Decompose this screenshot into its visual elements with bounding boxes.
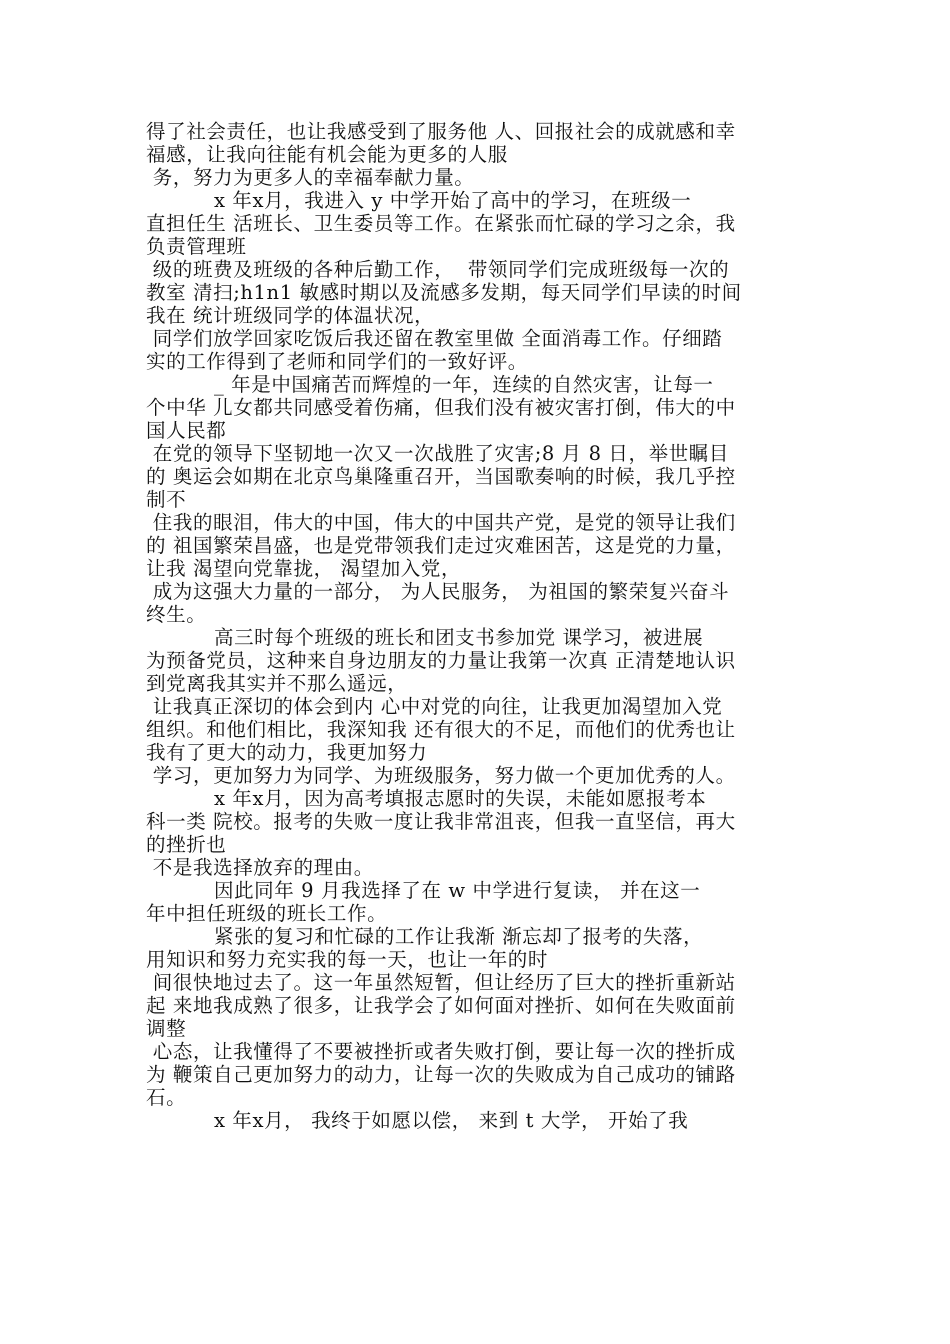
text-line: 我在 统计班级同学的体温状况，	[146, 304, 435, 327]
text-line: 制不	[146, 488, 187, 511]
text-line: 学习，更加努力为同学、为班级服务，努力做一个更加优秀的人。	[146, 764, 736, 787]
document-body	[146, 120, 811, 1132]
text-line: 我有了更大的动力，我更加努力	[146, 741, 428, 764]
text-line: 石。	[146, 1086, 187, 1109]
text-line: 的 祖国繁荣昌盛，也是党带领我们走过灾难困苦，这是党的力量，	[146, 534, 736, 557]
text-line: 起 来地我成熟了很多，让我学会了如何面对挫折、如何在失败面前	[146, 994, 736, 1017]
text-line: 得了社会责任，也让我感受到了服务他 人、回报社会的成就感和幸	[146, 120, 736, 143]
text-line: 为 鞭策自己更加努力的动力，让每一次的失败成为自己成功的铺路	[146, 1063, 736, 1086]
text-line: 级的班费及班级的各种后勤工作， 带领同学们完成班级每一次的	[146, 258, 730, 281]
text-line: 直担任生 活班长、卫生委员等工作。在紧张而忙碌的学习之余，我	[146, 212, 736, 235]
text-line: 实的工作得到了老师和同学们的一致好评。	[146, 350, 528, 373]
text-line: 让我真正深切的体会到内 心中对党的向往，让我更加渴望加入党	[146, 695, 723, 718]
text-line: 负责管理班	[146, 235, 247, 258]
text-line: 让我 渴望向党靠拢， 渴望加入党，	[146, 557, 462, 580]
text-line: 的挫折也	[146, 833, 227, 856]
text-line: 的 奥运会如期在北京鸟巢隆重召开，当国歌奏响的时候，我几乎控	[146, 465, 736, 488]
text-line: 福感，让我向往能有机会能为更多的人服	[146, 143, 508, 166]
text-line: x 年x月， 我终于如愿以偿， 来到 t 大学， 开始了我	[146, 1109, 689, 1132]
text-line: 因此同年 9 月我选择了在 w 中学进行复读， 并在这一	[146, 879, 701, 902]
text-line: 不是我选择放弃的理由。	[146, 856, 374, 879]
text-line: 住我的眼泪，伟大的中国，伟大的中国共产党，是党的领导让我们	[146, 511, 736, 534]
text-line: 组织。和他们相比，我深知我 还有很大的不足，而他们的优秀也让	[146, 718, 736, 741]
text-line: 国人民都	[146, 419, 227, 442]
text-line: x 年x月，因为高考填报志愿时的失误，未能如愿报考本	[146, 787, 707, 810]
text-line: 调整	[146, 1017, 187, 1040]
text-line: x 年x月，我进入 y 中学开始了高中的学习，在班级一	[146, 189, 692, 212]
text-line: 同学们放学回家吃饭后我还留在教室里做 全面消毒工作。仔细踏	[146, 327, 723, 350]
text-line: 心态，让我懂得了不要被挫折或者失败打倒，要让每一次的挫折成	[146, 1040, 736, 1063]
text-line: 教室 清扫;h1n1 敏感时期以及流感多发期，每天同学们早读的时间	[146, 281, 742, 304]
text-line: 紧张的复习和忙碌的工作让我渐 渐忘却了报考的失落，	[146, 925, 704, 948]
text-line: 间很快地过去了。这一年虽然短暂，但让经历了巨大的挫折重新站	[146, 971, 736, 994]
text-line: 为预备党员，这种来自身边朋友的力量让我第一次真 正清楚地认识	[146, 649, 736, 672]
text-line: 在党的领导下坚韧地一次又一次战胜了灾害;8 月 8 日，举世瞩目	[146, 442, 729, 465]
text-line: 用知识和努力充实我的每一天，也让一年的时	[146, 948, 549, 971]
text-line: 个中华 儿女都共同感受着伤痛，但我们没有被灾害打倒，伟大的中	[146, 396, 736, 419]
text-line: 务，努力为更多人的幸福奉献力量。	[146, 166, 475, 189]
text-line: 终生。	[146, 603, 207, 626]
text-line: 成为这强大力量的一部分， 为人民服务， 为祖国的繁荣复兴奋斗	[146, 580, 730, 603]
text-line: 年中担任班级的班长工作。	[146, 902, 388, 925]
text-line: 科一类 院校。报考的失败一度让我非常沮丧，但我一直坚信，再大	[146, 810, 736, 833]
text-line: 到党离我其实并不那么遥远，	[146, 672, 408, 695]
text-line: _ 年是中国痛苦而辉煌的一年，连续的自然灾害，让每一	[146, 373, 714, 396]
text-line: 高三时每个班级的班长和团支书参加党 课学习，被进展	[146, 626, 704, 649]
